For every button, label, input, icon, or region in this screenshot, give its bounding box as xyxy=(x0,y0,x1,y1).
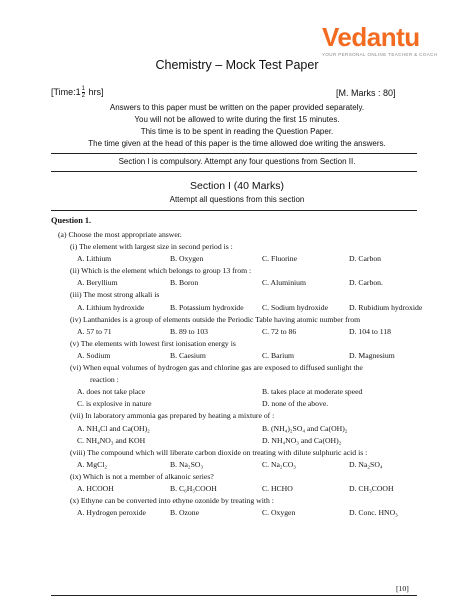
marks-note: [10] xyxy=(396,584,409,593)
section-note: Section I is compulsory. Attempt any four questions from Section II. xyxy=(118,157,356,166)
answer-option: B. Boron xyxy=(170,278,199,288)
answer-option: A. Sodium xyxy=(77,350,111,360)
answer-option: A. HCOOH xyxy=(77,484,114,493)
section-subtitle: Attempt all questions from this section xyxy=(169,195,305,204)
answer-option: C. Sodium hydroxide xyxy=(262,302,328,312)
logo-tagline: YOUR PERSONAL ONLINE TEACHER & COACH xyxy=(322,52,438,57)
answer-option: D. CH₃COOH xyxy=(349,484,394,493)
answer-option: D. Rubidium hydroxide xyxy=(349,302,423,312)
answer-option: B. Potassium hydroxide xyxy=(170,302,244,312)
divider xyxy=(51,210,417,211)
answer-option: C. is explosive in nature xyxy=(77,399,152,409)
question-stem: (viii) The compound which will liberate carbon dioxide on treating with dilute sulphuric acid is : xyxy=(70,447,368,457)
answer-option: D. 104 to 118 xyxy=(349,326,391,336)
question-stem: (v) The elements with lowest first ionisation energy is xyxy=(70,338,236,348)
time-allowed: [Time:1 $\frac{1}{2}$ hrs] xyxy=(51,86,104,99)
question-part: (a) Choose the most appropriate answer. xyxy=(58,230,182,239)
answer-option: B. Ozone xyxy=(170,508,200,518)
instruction-line: The time given at the head of this paper is the time allowed doe writing the answers. xyxy=(88,139,386,148)
question-stem-cont: reaction : xyxy=(90,375,119,385)
answer-option: C. Barium xyxy=(262,350,295,360)
instruction-line: This time is to be spent in reading the Question Paper. xyxy=(140,127,334,136)
question-stem: (i) The element with largest size in second period is : xyxy=(70,242,233,251)
divider xyxy=(51,171,417,172)
answer-option: B. Oxygen xyxy=(170,254,204,264)
instruction-line: You will not be allowed to write during the first 15 minutes. xyxy=(134,115,340,124)
answer-option: B. (NH₄)₂SO₄ and Ca(OH)₂ xyxy=(262,423,348,433)
answer-option: D. none of the above. xyxy=(262,399,329,409)
answer-option: B. C₆H₅COOH xyxy=(170,484,217,493)
question-stem: (x) Ethyne can be converted into ethyne ozonide by treating with : xyxy=(70,496,274,506)
answer-option: A. 57 to 71 xyxy=(77,326,112,336)
answer-option: D. Carbon. xyxy=(349,278,383,288)
answer-option: B. 89 to 103 xyxy=(170,326,209,336)
answer-option: C. Aluminium xyxy=(262,278,306,288)
answer-option: A. Lithium xyxy=(77,254,112,264)
page-title: Chemistry – Mock Test Paper xyxy=(155,58,319,72)
answer-option: C. Na₂CO₃ xyxy=(262,459,296,469)
answer-option: B. Na₂SO₃ xyxy=(170,459,204,469)
answer-option: A. Beryllium xyxy=(77,278,118,288)
answer-option: C. Oxygen xyxy=(262,508,296,518)
answer-option: C. Fluorine xyxy=(262,254,298,264)
answer-option: B. Caesium xyxy=(170,350,206,360)
answer-option: D. Conc. HNO₃ xyxy=(349,508,398,518)
bottom-divider xyxy=(51,595,417,596)
section-title: Section I (40 Marks) xyxy=(190,180,284,192)
vedantu-logo: Vedantu xyxy=(322,22,420,52)
answer-option: D. NH₄NO₃ and Ca(OH)₂ xyxy=(262,435,342,445)
question-stem: (vii) In laboratory ammonia gas prepared by heating a mixture of : xyxy=(70,411,275,421)
question-stem: (vi) When equal volumes of hydrogen gas and chlorine gas are exposed to diffused sunlight the xyxy=(70,363,363,372)
answer-option: C. NH₄NO₃ and KOH xyxy=(77,435,146,445)
question-stem: (iv) Lanthanides is a group of elements outside the Periodic Table having atomic number from xyxy=(70,314,361,324)
answer-option: B. takes place at moderate speed xyxy=(262,387,363,397)
answer-option: A. Hydrogen peroxide xyxy=(77,508,146,518)
answer-option: A. Lithium hydroxide xyxy=(77,302,145,312)
answer-option: A. NH₄Cl and Ca(OH)₂ xyxy=(77,423,150,433)
divider xyxy=(51,153,417,154)
max-marks: [M. Marks : 80] xyxy=(336,88,396,98)
question-stem: (ii) Which is the element which belongs to group 13 from : xyxy=(70,266,252,276)
question-label: Question 1. xyxy=(51,216,92,225)
question-stem: (ix) Which is not a member of alkanoic series? xyxy=(70,471,214,481)
answer-option: D. Carbon xyxy=(349,254,382,264)
question-stem: (iii) The most strong alkali is xyxy=(70,290,160,300)
answer-option: A. does not take place xyxy=(77,387,146,397)
answer-option: D. Magnesium xyxy=(349,350,395,360)
instruction-line: Answers to this paper must be written on the paper provided separately. xyxy=(109,103,365,112)
answer-option: D. Na₂SO₄ xyxy=(349,459,383,469)
answer-option: C. 72 to 86 xyxy=(262,326,297,336)
answer-option: C. HCHO xyxy=(262,484,293,493)
answer-option: A. MgCl₂ xyxy=(77,459,108,469)
